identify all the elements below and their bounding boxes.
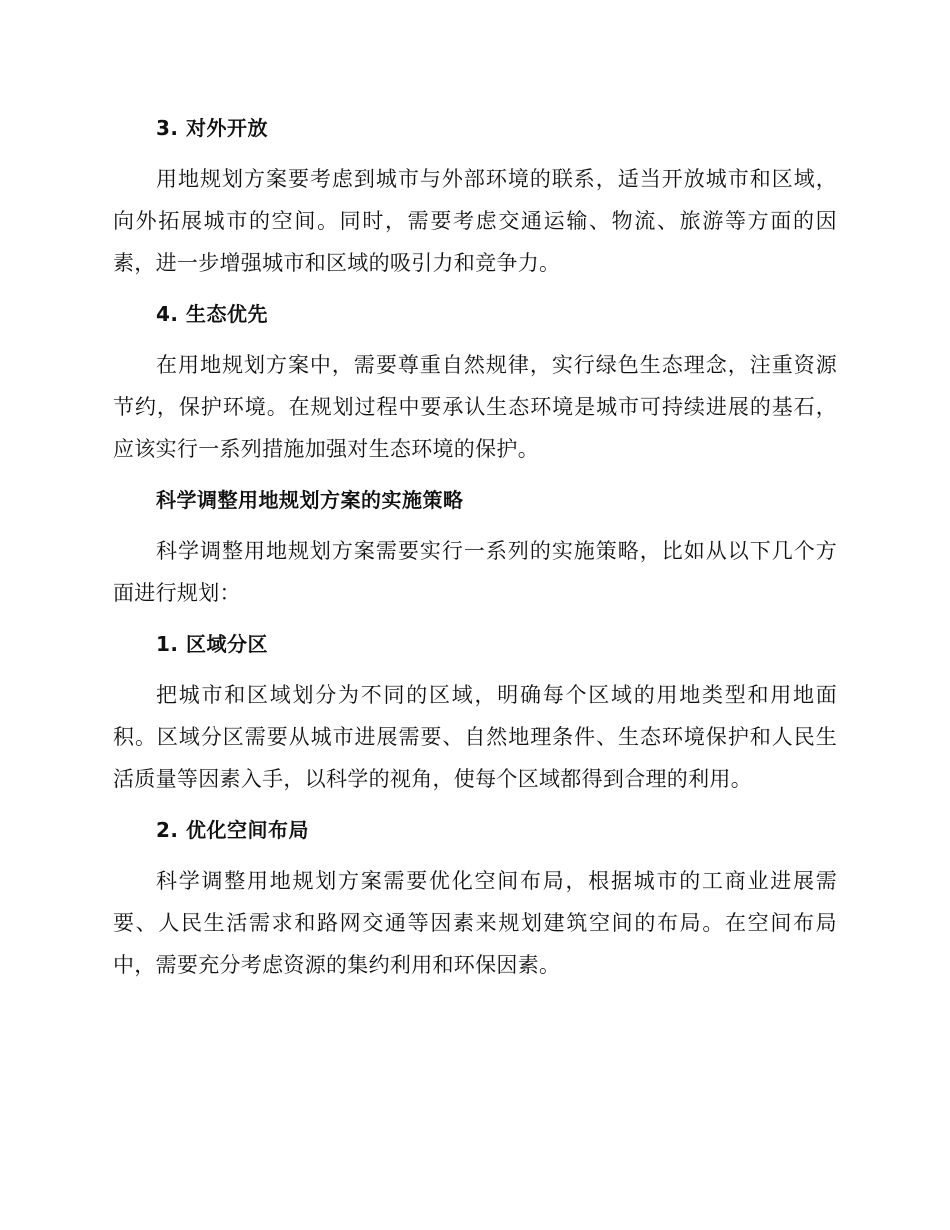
paragraph-spatial-layout: 科学调整用地规划方案需要优化空间布局，根据城市的工商业进展需要、人民生活需求和路网交通等因素来规划建筑空间的布局。在空间布局中，需要充分考虑资源的集约利用和环保因素。: [113, 869, 837, 977]
paragraph-zoning: 把城市和区域划分为不同的区域，明确每个区域的用地类型和用地面积。区域分区需要从城市进展需要、自然地理条件、生态环境保护和人民生活质量等因素入手，以科学的视角，使每个区域都得到合理的利用。: [113, 683, 837, 791]
section-heading-ecology-first: 4. 生态优先: [156, 302, 268, 326]
section-heading-spatial-layout: 2. 优化空间布局: [156, 818, 309, 842]
paragraph-ecology-first: 在用地规划方案中，需要尊重自然规律，实行绿色生态理念，注重资源节约，保护环境。在规划过程中要承认生态环境是城市可持续进展的基石，应该实行一系列措施加强对生态环境的保护。: [113, 353, 837, 461]
document-page: [113, 108, 837, 996]
section-heading-zoning: 1. 区域分区: [156, 632, 268, 656]
paragraph-implementation-strategy: 科学调整用地规划方案需要实行一系列的实施策略，比如从以下几个方面进行规划：: [113, 539, 837, 605]
paragraph-open-outward: 用地规划方案要考虑到城市与外部环境的联系，适当开放城市和区域，向外拓展城市的空间。同时，需要考虑交通运输、物流、旅游等方面的因素，进一步增强城市和区域的吸引力和竞争力。: [113, 167, 837, 275]
section-heading-implementation-strategy: 科学调整用地规划方案的实施策略: [156, 488, 464, 512]
section-heading-open-outward: 3. 对外开放: [156, 116, 268, 140]
